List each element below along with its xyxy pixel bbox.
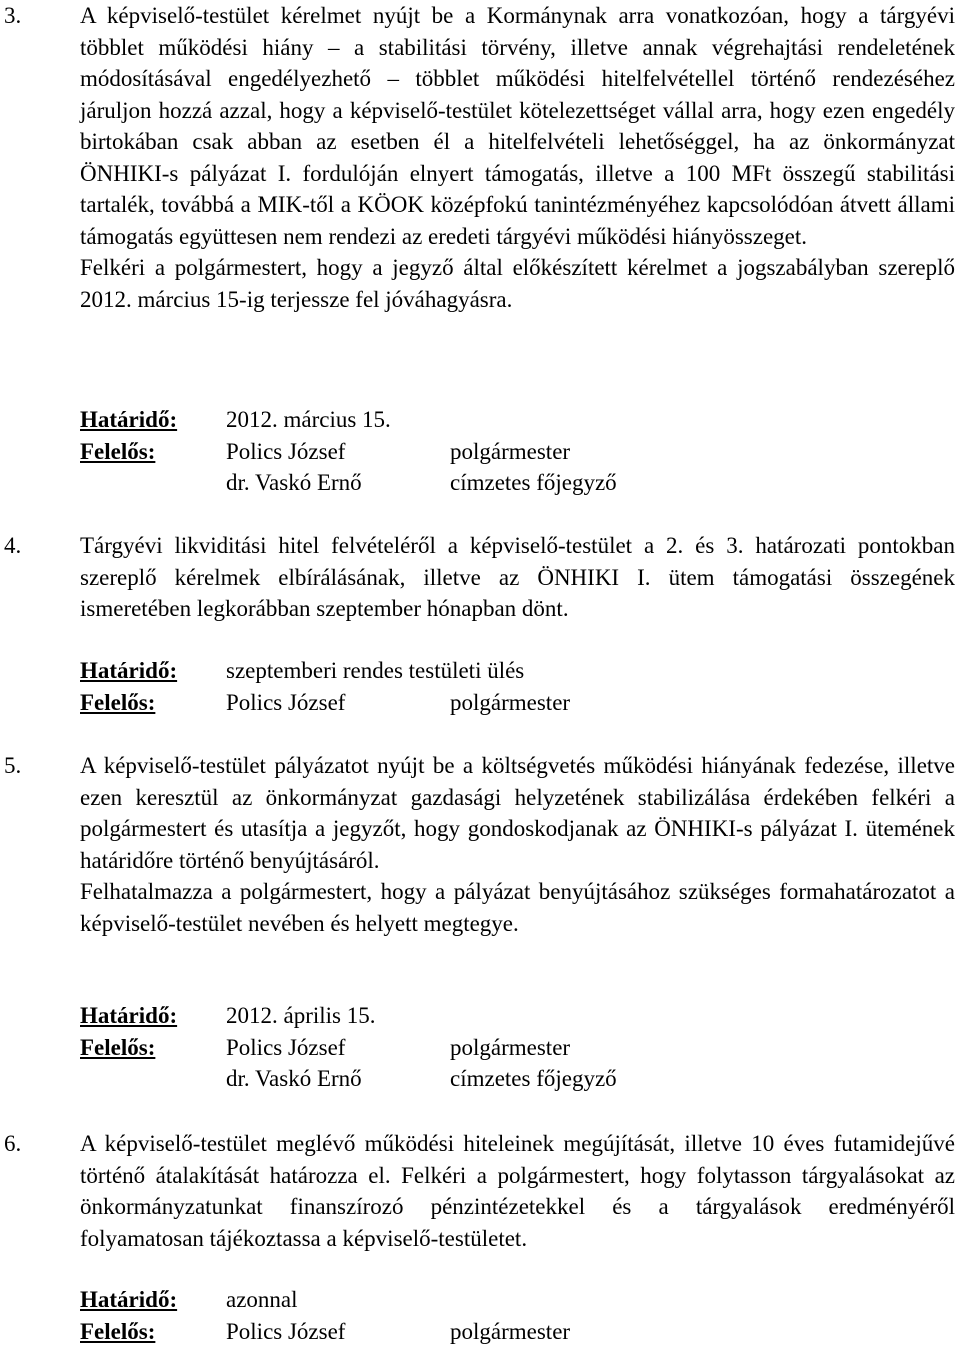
item-number: 4. [4,533,22,558]
deadline-block [80,655,955,718]
responsible-name: Polics József [226,1034,346,1060]
deadline-row [80,1000,955,1032]
deadline-label: Határidő: [80,658,178,683]
responsible-row [80,1063,955,1095]
deadline-label: Határidő: [80,1003,178,1028]
responsible-row [80,1032,955,1064]
responsible-label: Felelős: [80,689,156,715]
responsible-name: dr. Vaskó Ernő [226,1066,362,1091]
item-body [80,750,955,939]
responsible-role: címzetes főjegyző [450,470,617,495]
deadline-row [80,655,955,687]
responsible-role: polgármester [450,1034,571,1060]
deadline-value: 2012. április 15. [226,1003,376,1028]
item-body [80,1128,955,1254]
item-number: 5. [4,753,22,778]
responsible-role: címzetes főjegyző [450,1066,617,1091]
responsible-row [80,687,955,719]
responsible-label: Felelős: [80,1318,156,1344]
responsible-label: Felelős: [80,438,156,464]
item-number: 6. [4,1131,22,1156]
paragraph: Tárgyévi likviditási hitel felvételéről a képviselő-testület a 2. és 3. határozati pontokban szereplő kérelmek elbírálásának, illetve az ÖNHIKI I. ütem támogatási összegének ismeretében legkorábban szeptember hónapban dönt. [80,533,955,621]
deadline-row [80,404,955,436]
deadline-label: Határidő: [80,407,178,432]
responsible-label: Felelős: [80,1034,156,1060]
paragraph: Felhatalmazza a polgármestert, hogy a pályázat benyújtásához szükséges formahatározatot a képviselő-testület nevében és helyett megtegye. [80,879,955,936]
item-body [80,0,955,315]
responsible-row [80,467,955,499]
responsible-name: Polics József [226,1318,346,1344]
deadline-block [80,404,955,499]
item-number: 3. [4,3,22,28]
responsible-role: polgármester [450,689,571,715]
deadline-value: 2012. március 15. [226,407,391,432]
paragraph: Felkéri a polgármestert, hogy a jegyző által előkészített kérelmet a jogszabályban szereplő 2012. március 15-ig terjessze fel jóváhagyásra. [80,255,955,312]
responsible-name: Polics József [226,438,346,464]
deadline-block [80,1000,955,1095]
deadline-label: Határidő: [80,1287,178,1312]
responsible-name: dr. Vaskó Ernő [226,470,362,495]
responsible-row [80,436,955,468]
responsible-name: Polics József [226,689,346,715]
deadline-block [80,1284,955,1347]
responsible-role: polgármester [450,438,571,464]
paragraph: A képviselő-testület pályázatot nyújt be a költségvetés működési hiányának fedezése, illetve ezen keresztül az önkormányzat gazdasági helyzetének stabilizálása érdekében felkéri a polgármestert és utasítja a jegyzőt, hogy gondoskodjanak az ÖNHIKI-s pályázat I. ütemének határidőre történő benyújtásáról. [80,753,955,873]
deadline-value: szeptemberi rendes testületi ülés [226,658,525,683]
deadline-row [80,1284,955,1316]
responsible-role: polgármester [450,1318,571,1344]
paragraph: A képviselő-testület meglévő működési hiteleinek megújítását, illetve 10 éves futamidejűvé történő átalakítását határozza el. Felkéri a polgármestert, hogy folytasson tárgyalásokat az önkormányzatunkat finanszírozó pénzintézetekkel és a tárgyalások eredményéről folyamatosan tájékoztassa a képviselő-testületet. [80,1131,955,1251]
responsible-row [80,1316,955,1347]
paragraph: A képviselő-testület kérelmet nyújt be a Kormánynak arra vonatkozóan, hogy a tárgyévi többlet működési hiány – a stabilitási törvény, illetve annak végrehajtási rendeletének módosításával engedélyezhető – többlet működési hitelfelvétellel történő rendezéséhez járuljon hozzá azzal, hogy a képviselő-testület kötelezettséget vállal arra, hogy ezen engedély birtokában csak abban az esetben él a hitelfelvételi lehetőséggel, ha az önkormányzat ÖNHIKI-s pályázat I. fordulóján elnyert támogatás, illetve a 100 MFt összegű stabilitási tartalék, továbbá a MIK-től a KÖOK középfokú tanintézményéhez kapcsolódóan átvett állami támogatás együttesen nem rendezi az eredeti tárgyévi működési hiányösszeget. [80,3,955,249]
item-body [80,530,955,625]
deadline-value: azonnal [226,1287,298,1312]
